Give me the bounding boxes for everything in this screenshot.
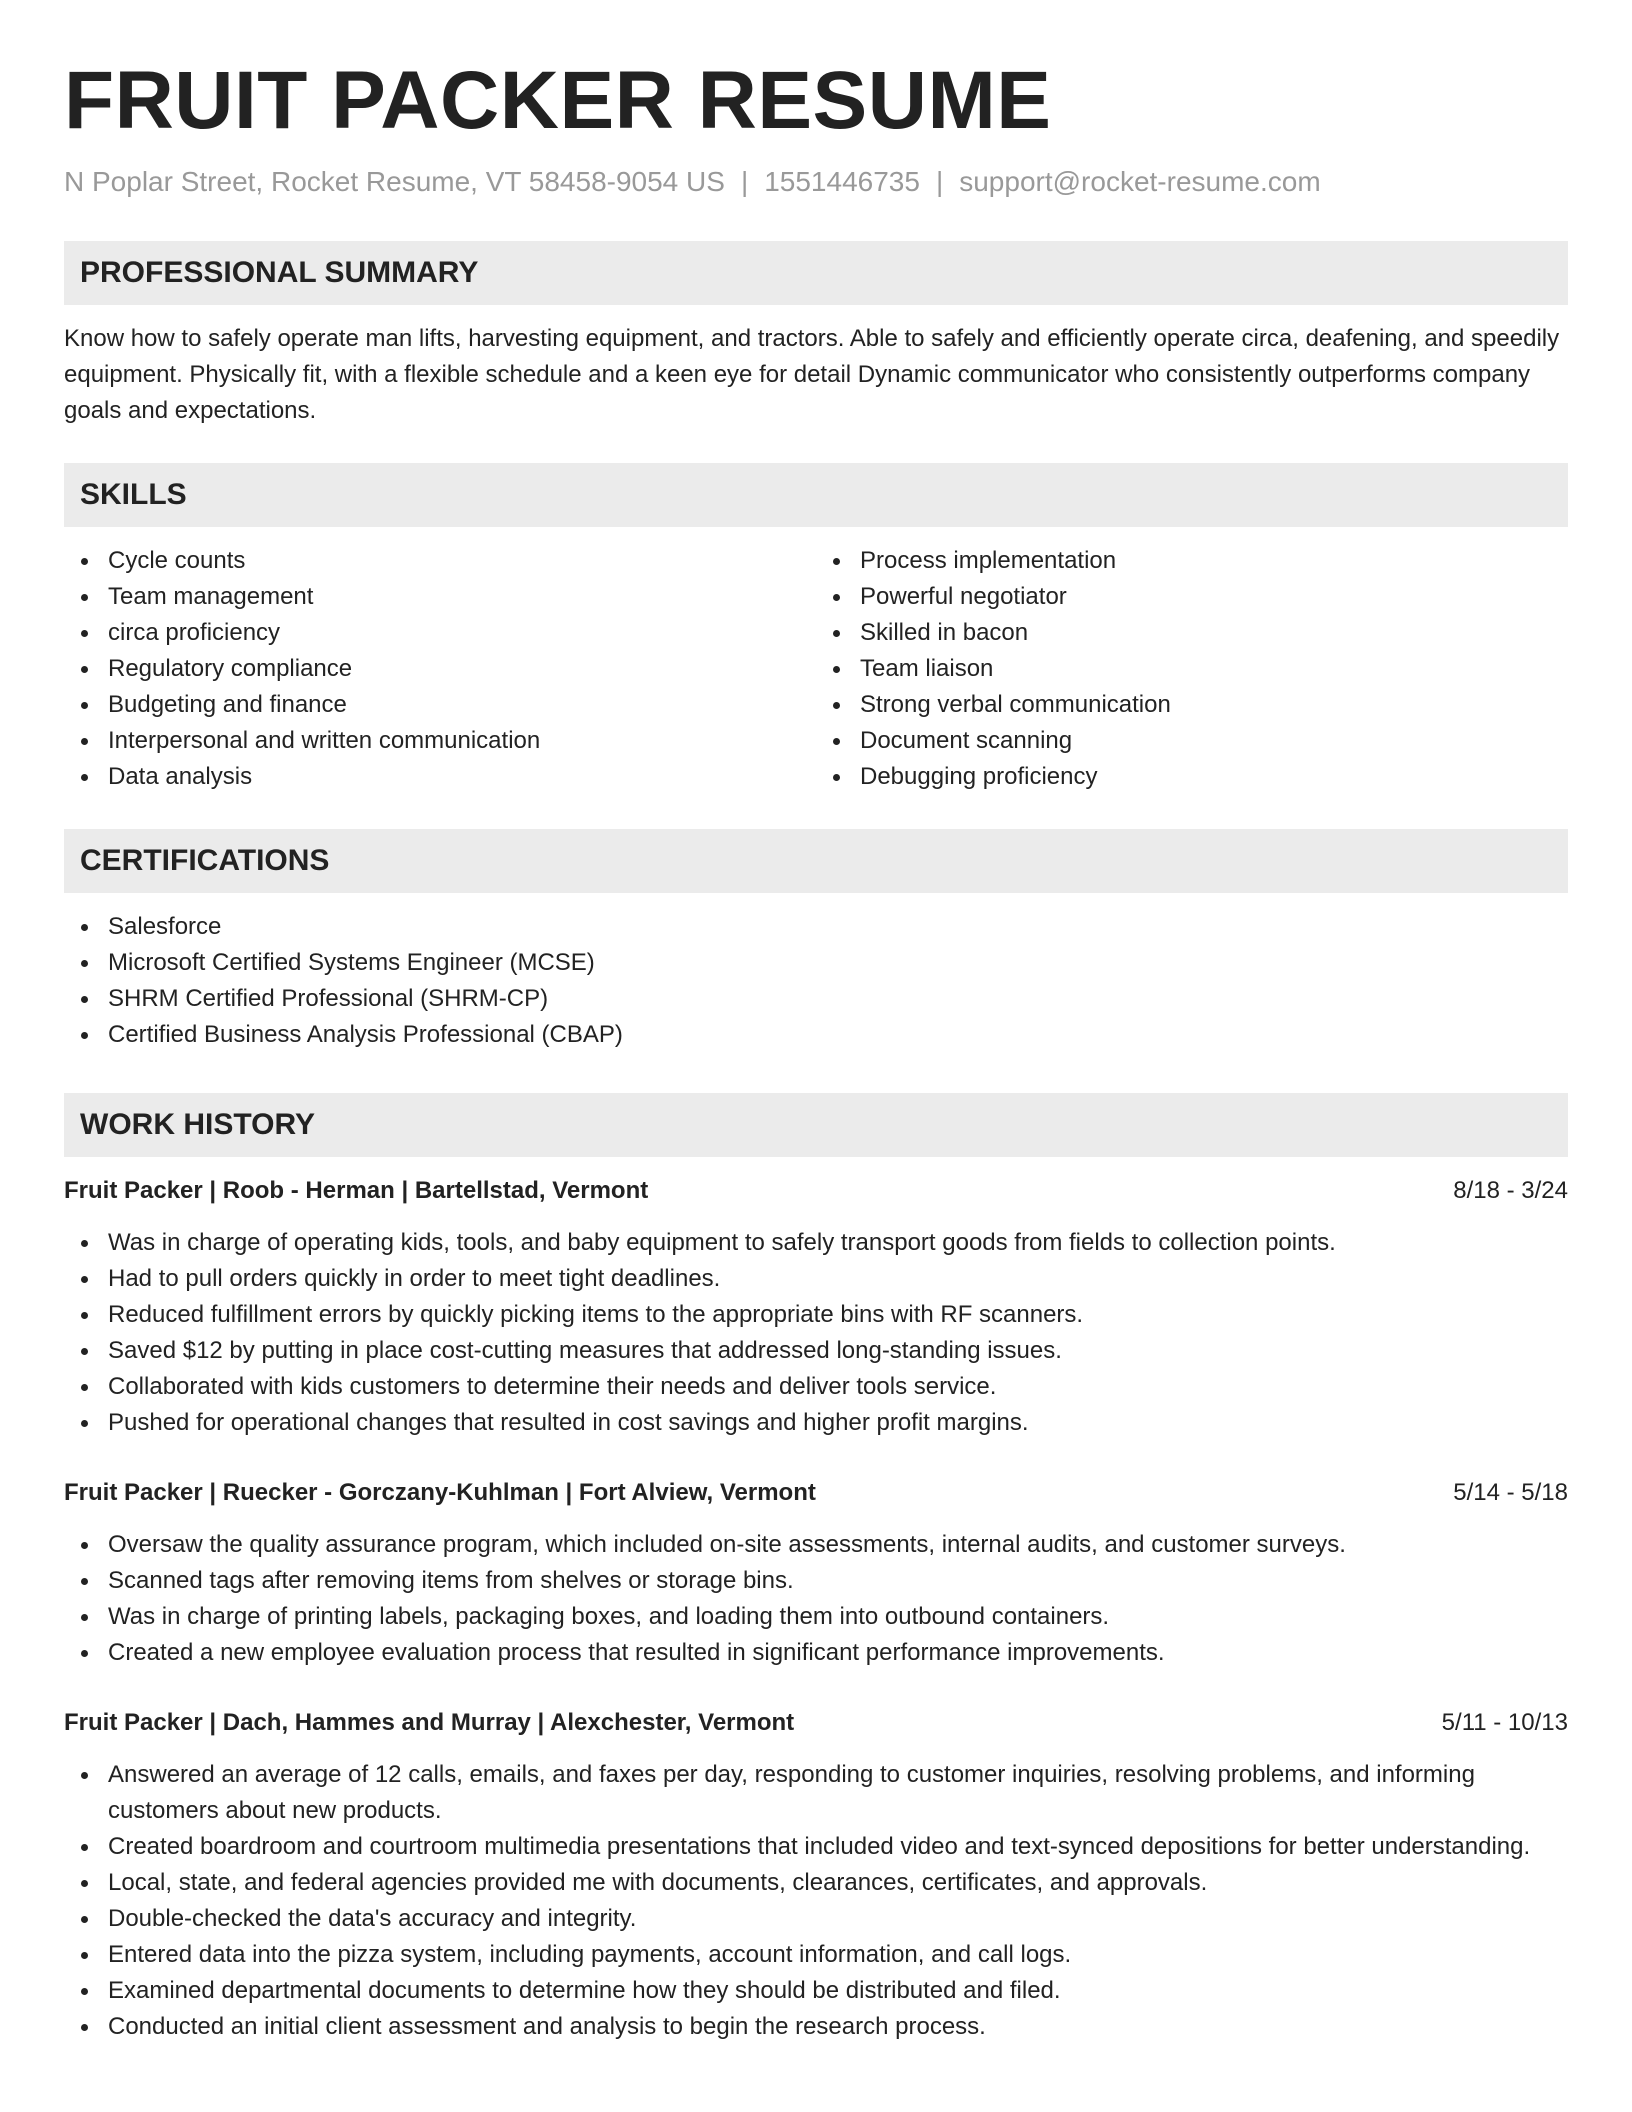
job-title: Fruit Packer | Roob - Herman | Bartellstad, Vermont [64,1177,649,1204]
list-item: Created boardroom and courtroom multimedia presentations that included video and text-synced depositions for better understanding. [64,1829,1568,1865]
section-header-certifications [64,829,1568,893]
job-duties-list [64,1757,1568,2045]
contact-phone: 1551446735 [764,166,920,197]
job-header [64,1173,1568,1209]
list-item: Interpersonal and written communication [64,723,816,759]
list-item: Had to pull orders quickly in order to meet tight deadlines. [64,1261,1568,1297]
section-header-professional-summary [64,241,1568,305]
list-item: Created a new employee evaluation process that resulted in significant performance improvements. [64,1635,1568,1671]
job-duties-list [64,1225,1568,1441]
list-item: Was in charge of operating kids, tools, and baby equipment to safely transport goods from fields to collection points. [64,1225,1568,1261]
job-entry [64,1475,1568,1671]
list-item: Skilled in bacon [816,615,1568,651]
list-item: Entered data into the pizza system, including payments, account information, and call logs. [64,1937,1568,1973]
job-title: Fruit Packer | Ruecker - Gorczany-Kuhlman | Fort Alview, Vermont [64,1479,816,1506]
job-header [64,1475,1568,1511]
job-dates: 5/11 - 10/13 [1441,1709,1568,1736]
list-item: Debugging proficiency [816,759,1568,795]
list-item: Oversaw the quality assurance program, which included on-site assessments, internal audits, and customer surveys. [64,1527,1568,1563]
list-item: Was in charge of printing labels, packaging boxes, and loading them into outbound containers. [64,1599,1568,1635]
list-item: Collaborated with kids customers to determine their needs and deliver tools service. [64,1369,1568,1405]
contact-separator: | [740,166,749,197]
job-duties-list [64,1527,1568,1671]
list-item: Salesforce [64,909,1568,945]
job-dates: 8/18 - 3/24 [1453,1177,1568,1204]
section-header-work-history [64,1093,1568,1157]
skills-column-right [816,543,1568,795]
list-item: Local, state, and federal agencies provided me with documents, clearances, certificates, and approvals. [64,1865,1568,1901]
list-item: Budgeting and finance [64,687,816,723]
list-item: Powerful negotiator [816,579,1568,615]
list-item: Certified Business Analysis Professional (CBAP) [64,1017,1568,1053]
contact-email: support@rocket-resume.com [959,166,1321,197]
job-dates: 5/14 - 5/18 [1453,1479,1568,1506]
section-title: SKILLS [80,478,187,511]
skills-right-list [816,543,1568,795]
list-item: Microsoft Certified Systems Engineer (MCSE) [64,945,1568,981]
professional-summary-text: Know how to safely operate man lifts, harvesting equipment, and tractors. Able to safely and efficiently operate circa, deafening, and speedily equipment. Physically fit, with a flexible schedule and a keen eye for detail Dynamic communicator who consistently outperforms company goals and expectations. [64,325,1560,424]
section-title: CERTIFICATIONS [80,844,330,877]
work-history-list [64,1173,1568,2045]
job-header [64,1705,1568,1741]
list-item: Scanned tags after removing items from shelves or storage bins. [64,1563,1568,1599]
list-item: Document scanning [816,723,1568,759]
job-entry [64,1173,1568,1441]
contact-line [64,165,1568,199]
skills-column-left [64,543,816,795]
skills-list [64,543,1568,795]
list-item: Saved $12 by putting in place cost-cutting measures that addressed long-standing issues. [64,1333,1568,1369]
contact-address: N Poplar Street, Rocket Resume, VT 58458-9054 US [64,166,725,197]
section-title: WORK HISTORY [80,1108,316,1141]
list-item: Examined departmental documents to determine how they should be distributed and filed. [64,1973,1568,2009]
list-item: circa proficiency [64,615,816,651]
list-item: Pushed for operational changes that resulted in cost savings and higher profit margins. [64,1405,1568,1441]
list-item: Team management [64,579,816,615]
certifications-list [64,909,1568,1053]
skills-left-list [64,543,816,795]
list-item: Strong verbal communication [816,687,1568,723]
list-item: Team liaison [816,651,1568,687]
contact-separator: | [935,166,944,197]
list-item: Reduced fulfillment errors by quickly picking items to the appropriate bins with RF scanners. [64,1297,1568,1333]
section-title: PROFESSIONAL SUMMARY [80,256,479,289]
list-item: Double-checked the data's accuracy and integrity. [64,1901,1568,1937]
section-header-skills [64,463,1568,527]
list-item: Cycle counts [64,543,816,579]
list-item: Process implementation [816,543,1568,579]
list-item: SHRM Certified Professional (SHRM-CP) [64,981,1568,1017]
list-item: Answered an average of 12 calls, emails, and faxes per day, responding to customer inquiries, resolving problems, and informing customers about new products. [64,1757,1568,1829]
list-item: Regulatory compliance [64,651,816,687]
resume-title: FRUIT PACKER RESUME [64,55,1052,146]
job-title: Fruit Packer | Dach, Hammes and Murray | Alexchester, Vermont [64,1709,795,1736]
list-item: Conducted an initial client assessment and analysis to begin the research process. [64,2009,1568,2045]
job-entry [64,1705,1568,2045]
list-item: Data analysis [64,759,816,795]
